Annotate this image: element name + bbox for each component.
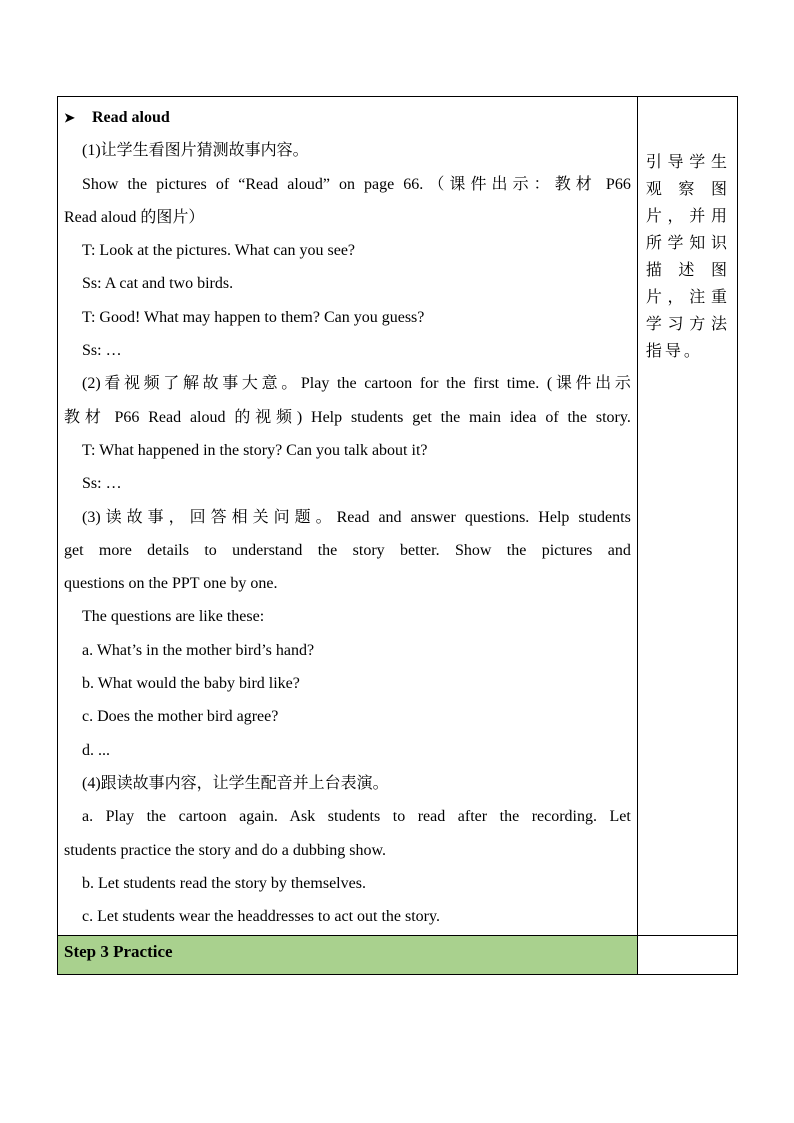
text-line: The questions are like these:: [82, 608, 265, 626]
text-line: get more details to understand the story better. Show the pictures and: [64, 541, 631, 559]
content-row: [58, 97, 738, 936]
text-line: c. Does the mother bird agree?: [82, 708, 279, 726]
text-line: b. Let students read the story by themselves.: [82, 874, 366, 892]
text-line: T: What happened in the story? Can you talk about it?: [82, 441, 428, 459]
text-line: d. ...: [82, 741, 110, 759]
text-line: c. Let students wear the headdresses to act out the story.: [82, 908, 440, 926]
text-line: questions on the PPT one by one.: [64, 575, 278, 593]
text-line: Ss: A cat and two birds.: [82, 275, 234, 293]
section-heading: [64, 101, 631, 134]
text-line: 教材 P66 Read aloud 的视频) Help students get the main idea of the story.: [64, 408, 631, 426]
side-note-cell: 引导学生观察图片，并用所学知识描述图片，注重学习方法指导。: [637, 97, 737, 936]
text-line: Ss: …: [82, 342, 122, 360]
text-line: T: Look at the pictures. What can you see?: [82, 242, 356, 260]
text-line: (4)跟读故事内容，让学生配音并上台表演。: [82, 774, 389, 792]
step-side-cell: [637, 936, 737, 975]
text-line: students practice the story and do a dubbing show.: [64, 841, 387, 859]
text-line: (2)看视频了解故事大意。Play the cartoon for the first time. (课件出示: [82, 375, 631, 393]
text-line: Show the pictures of “Read aloud” on page 66.（课件出示：教材 P66: [82, 175, 631, 193]
lesson-plan-table: [57, 96, 738, 975]
text-line: (1)让学生看图片猜测故事内容。: [82, 142, 309, 160]
step-row: [58, 936, 738, 975]
text-line: b. What would the baby bird like?: [82, 675, 300, 693]
main-content-cell: [58, 97, 638, 936]
text-line: Read aloud 的图片）: [64, 208, 205, 226]
arrow-bullet-icon: ➤: [64, 110, 75, 125]
text-line: T: Good! What may happen to them? Can you guess?: [82, 308, 425, 326]
text-line: Ss: …: [82, 475, 122, 493]
text-line: a. Play the cartoon again. Ask students to read after the recording. Let: [82, 808, 631, 826]
section-body: [64, 134, 631, 933]
step-title: Step 3 Practice: [58, 936, 638, 975]
text-line: a. What’s in the mother bird’s hand?: [82, 641, 315, 659]
text-line: (3)读故事，回答相关问题。Read and answer questions. Help students: [82, 508, 631, 526]
section-heading-text: Read aloud: [92, 109, 170, 126]
